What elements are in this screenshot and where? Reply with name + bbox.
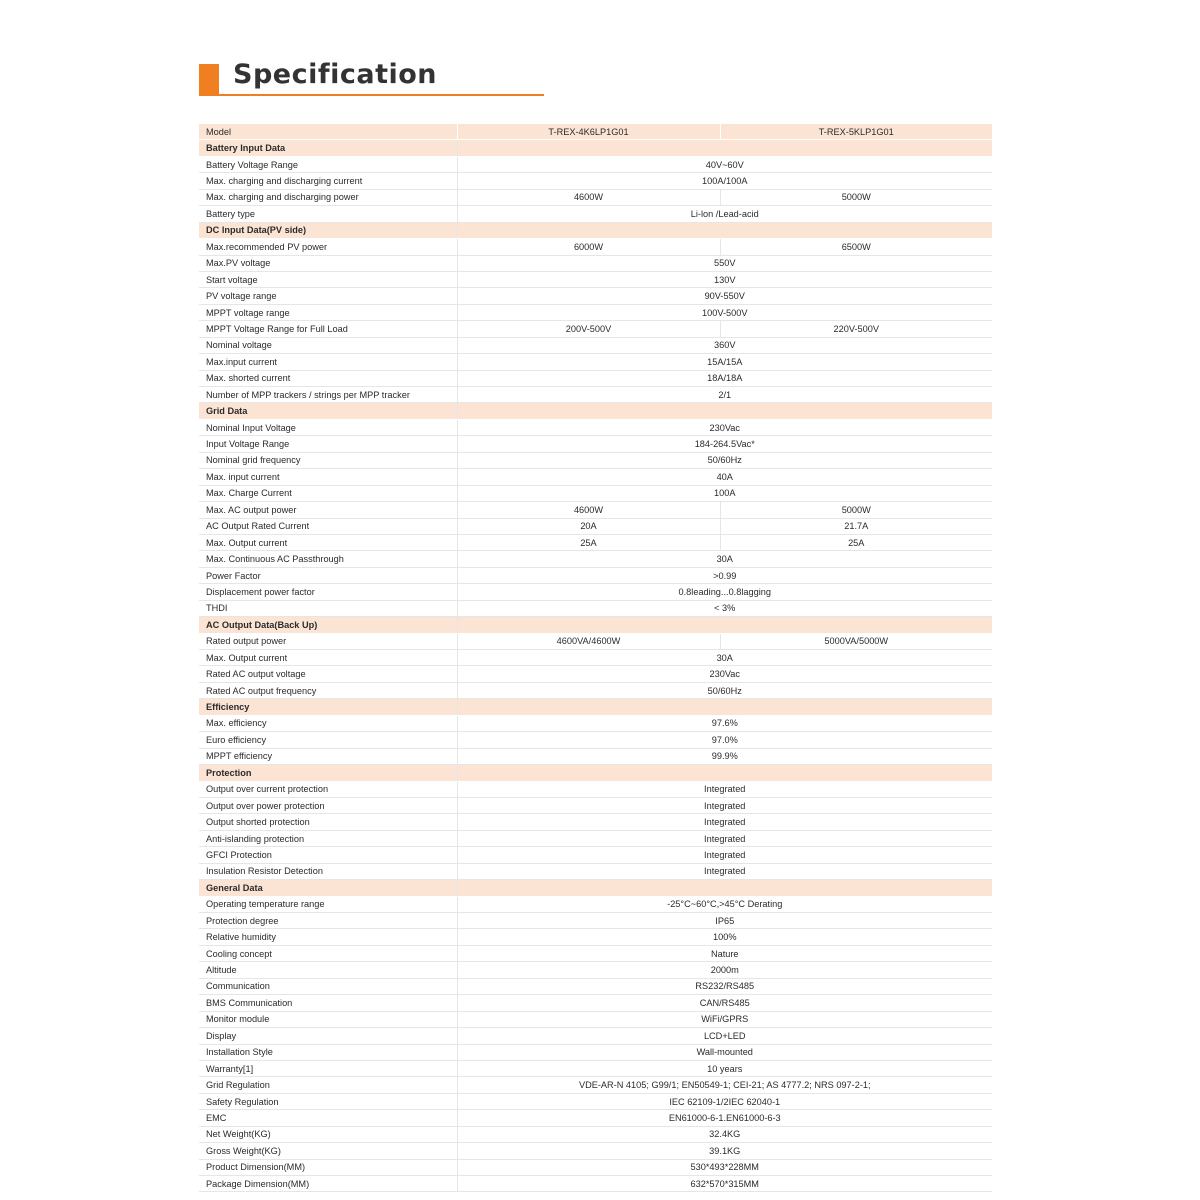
section-spacer	[457, 140, 992, 156]
spec-label: Input Voltage Range	[199, 436, 457, 452]
spec-value: 50/60Hz	[457, 682, 992, 698]
spec-label: MPPT efficiency	[199, 748, 457, 764]
spec-row	[199, 715, 992, 731]
spec-row	[199, 567, 992, 583]
spec-label: Max.PV voltage	[199, 255, 457, 271]
spec-row	[199, 1143, 992, 1159]
spec-row	[199, 600, 992, 616]
spec-value-model-2: 21.7A	[720, 518, 992, 534]
spec-label: Rated AC output voltage	[199, 666, 457, 682]
section-title: Battery Input Data	[199, 140, 457, 156]
spec-row	[199, 830, 992, 846]
spec-label: MPPT Voltage Range for Full Load	[199, 321, 457, 337]
spec-row	[199, 452, 992, 468]
spec-value: 632*570*315MM	[457, 1176, 992, 1192]
spec-row	[199, 666, 992, 682]
spec-value: -25°C~60°C,>45°C Derating	[457, 896, 992, 912]
spec-row	[199, 370, 992, 386]
section-header-row	[199, 699, 992, 715]
spec-value: 18A/18A	[457, 370, 992, 386]
spec-label: Anti-islanding protection	[199, 830, 457, 846]
model-name-2: T-REX-5KLP1G01	[720, 124, 992, 140]
spec-row	[199, 189, 992, 205]
spec-value-model-1: 25A	[457, 534, 720, 550]
spec-label: Altitude	[199, 962, 457, 978]
section-spacer	[457, 222, 992, 238]
spec-value: IEC 62109-1/2IEC 62040-1	[457, 1093, 992, 1109]
section-title: Efficiency	[199, 699, 457, 715]
spec-value: 360V	[457, 337, 992, 353]
spec-label: Max. input current	[199, 469, 457, 485]
spec-label: Max. charging and discharging power	[199, 189, 457, 205]
spec-value: 39.1KG	[457, 1143, 992, 1159]
spec-value-model-2: 5000VA/5000W	[720, 633, 992, 649]
spec-label: Max. Output current	[199, 650, 457, 666]
section-header-row	[199, 617, 992, 633]
spec-value: >0.99	[457, 567, 992, 583]
spec-label: Max. Output current	[199, 534, 457, 550]
spec-label: Protection degree	[199, 913, 457, 929]
spec-row	[199, 847, 992, 863]
spec-value: Wall-mounted	[457, 1044, 992, 1060]
spec-value-model-1: 200V-500V	[457, 321, 720, 337]
spec-row	[199, 436, 992, 452]
spec-label: MPPT voltage range	[199, 304, 457, 320]
spec-table	[199, 124, 992, 1192]
spec-value-model-1: 4600VA/4600W	[457, 633, 720, 649]
spec-row	[199, 797, 992, 813]
spec-label: Communication	[199, 978, 457, 994]
section-header-row	[199, 403, 992, 419]
spec-label: PV voltage range	[199, 288, 457, 304]
section-spacer	[457, 765, 992, 781]
spec-value-model-1: 6000W	[457, 239, 720, 255]
spec-row	[199, 502, 992, 518]
section-header-row	[199, 140, 992, 156]
section-spacer	[457, 403, 992, 419]
model-header-label: Model	[199, 124, 457, 140]
spec-label: BMS Communication	[199, 995, 457, 1011]
section-title: AC Output Data(Back Up)	[199, 617, 457, 633]
title-underline	[199, 94, 544, 96]
spec-label: Output over power protection	[199, 797, 457, 813]
spec-value: Integrated	[457, 781, 992, 797]
spec-row	[199, 995, 992, 1011]
spec-value-model-1: 20A	[457, 518, 720, 534]
spec-value: VDE-AR-N 4105; G99/1; EN50549-1; CEI-21; AS 4777.2; NRS 097-2-1;	[457, 1077, 992, 1093]
section-title: Grid Data	[199, 403, 457, 419]
spec-label: Power Factor	[199, 567, 457, 583]
spec-value: 90V-550V	[457, 288, 992, 304]
spec-row	[199, 1126, 992, 1142]
spec-row	[199, 896, 992, 912]
spec-label: Max.recommended PV power	[199, 239, 457, 255]
spec-row	[199, 1011, 992, 1027]
spec-row	[199, 863, 992, 879]
section-title: DC Input Data(PV side)	[199, 222, 457, 238]
spec-value: 230Vac	[457, 419, 992, 435]
section-title: Protection	[199, 765, 457, 781]
spec-value: Integrated	[457, 863, 992, 879]
spec-row	[199, 387, 992, 403]
spec-value-model-2: 5000W	[720, 502, 992, 518]
section-title: General Data	[199, 880, 457, 896]
spec-value: 100%	[457, 929, 992, 945]
spec-label: Rated AC output frequency	[199, 682, 457, 698]
spec-value-model-2: 6500W	[720, 239, 992, 255]
page-title: Specification	[233, 59, 438, 90]
spec-value: Integrated	[457, 814, 992, 830]
spec-value: 40A	[457, 469, 992, 485]
spec-row	[199, 1110, 992, 1126]
spec-value: RS232/RS485	[457, 978, 992, 994]
spec-value: 97.0%	[457, 732, 992, 748]
spec-value: 40V~60V	[457, 156, 992, 172]
spec-row	[199, 239, 992, 255]
spec-label: Gross Weight(KG)	[199, 1143, 457, 1159]
section-header-row	[199, 880, 992, 896]
spec-row	[199, 419, 992, 435]
spec-row	[199, 1044, 992, 1060]
spec-row	[199, 781, 992, 797]
spec-label: Battery type	[199, 206, 457, 222]
spec-row	[199, 913, 992, 929]
spec-value: 30A	[457, 650, 992, 666]
spec-value: Nature	[457, 945, 992, 961]
spec-value: 32.4KG	[457, 1126, 992, 1142]
spec-value: EN61000-6-1.EN61000-6-3	[457, 1110, 992, 1126]
spec-row	[199, 945, 992, 961]
spec-label: GFCI Protection	[199, 847, 457, 863]
spec-value: 100A/100A	[457, 173, 992, 189]
spec-value: 100V-500V	[457, 304, 992, 320]
title-accent-bar	[199, 64, 219, 94]
spec-value: 99.9%	[457, 748, 992, 764]
spec-row	[199, 1176, 992, 1192]
spec-row	[199, 534, 992, 550]
spec-label: Cooling concept	[199, 945, 457, 961]
spec-label: Warranty[1]	[199, 1060, 457, 1076]
spec-value-model-1: 4600W	[457, 502, 720, 518]
spec-row	[199, 1159, 992, 1175]
spec-row	[199, 682, 992, 698]
spec-value: 130V	[457, 271, 992, 287]
spec-label: Start voltage	[199, 271, 457, 287]
spec-row	[199, 551, 992, 567]
spec-row	[199, 354, 992, 370]
spec-row	[199, 814, 992, 830]
spec-row	[199, 173, 992, 189]
spec-label: Max. Charge Current	[199, 485, 457, 501]
spec-row	[199, 255, 992, 271]
spec-label: Safety Regulation	[199, 1093, 457, 1109]
spec-label: Max. charging and discharging current	[199, 173, 457, 189]
spec-label: Installation Style	[199, 1044, 457, 1060]
spec-value: CAN/RS485	[457, 995, 992, 1011]
spec-label: Output shorted protection	[199, 814, 457, 830]
spec-value: 50/60Hz	[457, 452, 992, 468]
spec-row	[199, 1093, 992, 1109]
spec-row	[199, 518, 992, 534]
spec-label: EMC	[199, 1110, 457, 1126]
spec-value: 2/1	[457, 387, 992, 403]
spec-label: Max.input current	[199, 354, 457, 370]
spec-value: 100A	[457, 485, 992, 501]
spec-label: THDI	[199, 600, 457, 616]
spec-value: 184-264.5Vac*	[457, 436, 992, 452]
spec-row	[199, 485, 992, 501]
spec-label: Package Dimension(MM)	[199, 1176, 457, 1192]
spec-value: Li-lon /Lead-acid	[457, 206, 992, 222]
spec-value: LCD+LED	[457, 1028, 992, 1044]
section-spacer	[457, 699, 992, 715]
spec-value: 550V	[457, 255, 992, 271]
spec-label: Operating temperature range	[199, 896, 457, 912]
spec-label: Net Weight(KG)	[199, 1126, 457, 1142]
spec-value: 0.8leading...0.8lagging	[457, 584, 992, 600]
spec-label: Output over current protection	[199, 781, 457, 797]
spec-row	[199, 206, 992, 222]
spec-value-model-2: 25A	[720, 534, 992, 550]
spec-label: Battery Voltage Range	[199, 156, 457, 172]
spec-label: Insulation Resistor Detection	[199, 863, 457, 879]
spec-value: Integrated	[457, 847, 992, 863]
spec-value: 10 years	[457, 1060, 992, 1076]
spec-row	[199, 748, 992, 764]
spec-row	[199, 156, 992, 172]
spec-row	[199, 1077, 992, 1093]
spec-label: Relative humidity	[199, 929, 457, 945]
spec-row	[199, 962, 992, 978]
spec-value: IP65	[457, 913, 992, 929]
spec-value: 230Vac	[457, 666, 992, 682]
spec-label: Number of MPP trackers / strings per MPP tracker	[199, 387, 457, 403]
spec-value-model-1: 4600W	[457, 189, 720, 205]
page-title-block	[199, 59, 544, 96]
spec-value: 30A	[457, 551, 992, 567]
spec-label: Nominal grid frequency	[199, 452, 457, 468]
spec-label: Euro efficiency	[199, 732, 457, 748]
spec-label: Nominal voltage	[199, 337, 457, 353]
spec-row	[199, 978, 992, 994]
spec-label: Max. AC output power	[199, 502, 457, 518]
model-name-1: T-REX-4K6LP1G01	[457, 124, 720, 140]
spec-value: 97.6%	[457, 715, 992, 731]
spec-label: Max. shorted current	[199, 370, 457, 386]
spec-label: Display	[199, 1028, 457, 1044]
spec-row	[199, 1028, 992, 1044]
spec-value: Integrated	[457, 830, 992, 846]
spec-row	[199, 288, 992, 304]
spec-label: Displacement power factor	[199, 584, 457, 600]
spec-label: Rated output power	[199, 633, 457, 649]
spec-row	[199, 633, 992, 649]
spec-label: Max. efficiency	[199, 715, 457, 731]
spec-value: 2000m	[457, 962, 992, 978]
spec-value: 530*493*228MM	[457, 1159, 992, 1175]
section-header-row	[199, 765, 992, 781]
model-header-row	[199, 124, 992, 140]
spec-value: Integrated	[457, 797, 992, 813]
spec-row	[199, 271, 992, 287]
section-header-row	[199, 222, 992, 238]
spec-value-model-2: 5000W	[720, 189, 992, 205]
spec-label: Grid Regulation	[199, 1077, 457, 1093]
spec-row	[199, 584, 992, 600]
spec-label: Product Dimension(MM)	[199, 1159, 457, 1175]
spec-label: Monitor module	[199, 1011, 457, 1027]
spec-row	[199, 929, 992, 945]
spec-table-body	[199, 124, 992, 1192]
spec-row	[199, 337, 992, 353]
spec-label: Max. Continuous AC Passthrough	[199, 551, 457, 567]
section-spacer	[457, 880, 992, 896]
spec-row	[199, 321, 992, 337]
spec-row	[199, 732, 992, 748]
spec-value: < 3%	[457, 600, 992, 616]
spec-label: AC Output Rated Current	[199, 518, 457, 534]
spec-row	[199, 304, 992, 320]
spec-row	[199, 1060, 992, 1076]
spec-value: WiFi/GPRS	[457, 1011, 992, 1027]
spec-value: 15A/15A	[457, 354, 992, 370]
spec-value-model-2: 220V-500V	[720, 321, 992, 337]
spec-row	[199, 650, 992, 666]
section-spacer	[457, 617, 992, 633]
spec-row	[199, 469, 992, 485]
spec-label: Nominal Input Voltage	[199, 419, 457, 435]
